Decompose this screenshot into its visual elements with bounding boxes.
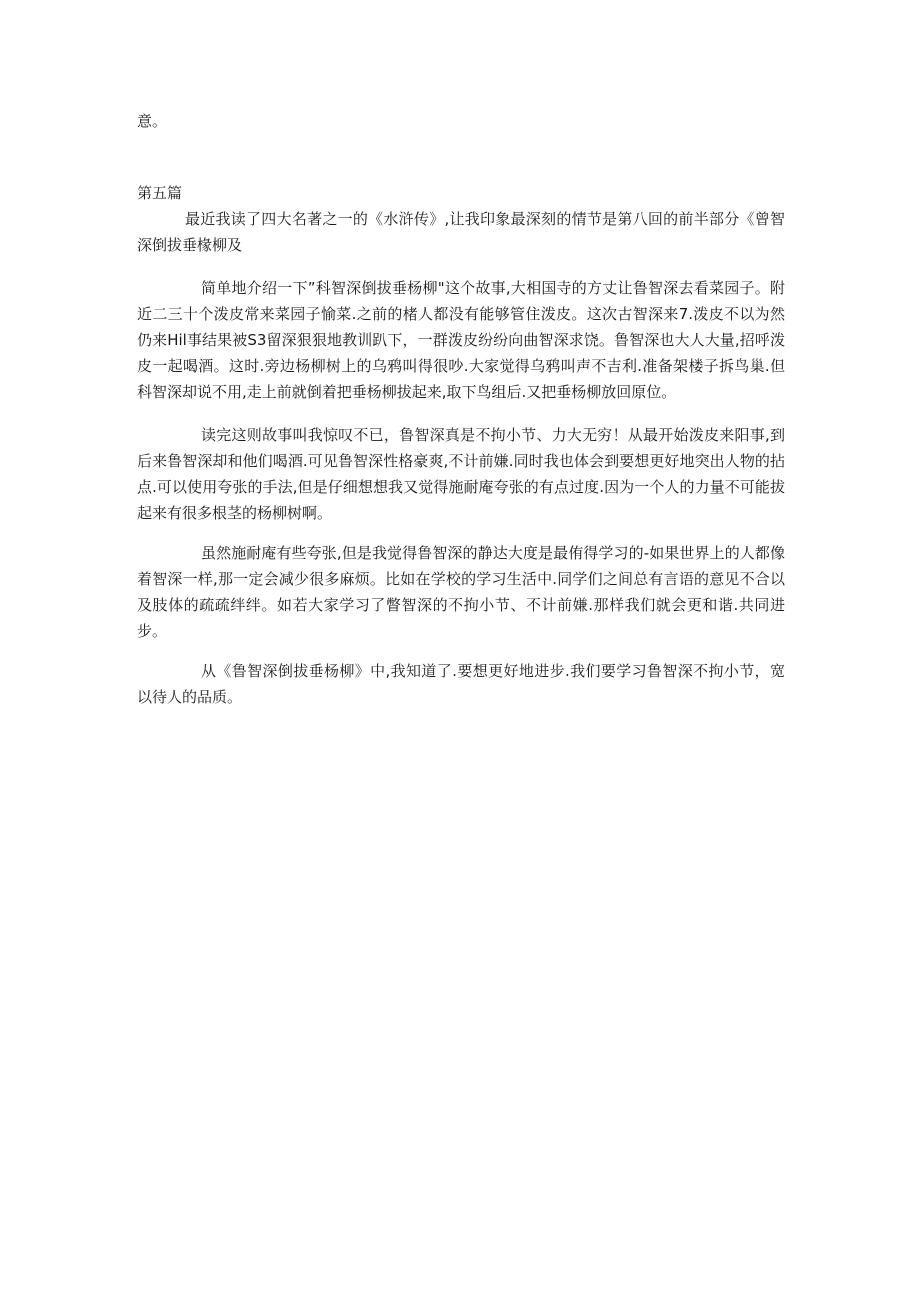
section-title: 第五篇 — [137, 184, 183, 202]
fragment-text: 意。 — [137, 112, 168, 130]
paragraph-lesson: 虽然施耐庵有些夸张,但是我觉得鲁智深的静达大度是最侑得学习的-如果世界上的人都像着智深一样,那一定会减少很多麻烦。比如在学校的学习生活中.同学们之间总有言语的意见不合以及肢体的疏疏绊绊。如若大家学习了瞥智深的不拘小节、不计前嫌.那样我们就会更和谐.共同进步。 — [137, 544, 785, 640]
leading-fragment — [137, 108, 785, 134]
paragraph-conclusion: 从《鲁智深倒拔垂杨柳》中,我知道了.要想更好地进步.我们要学习鲁智深不拘小节，宽以待人的品质。 — [137, 662, 785, 706]
paragraph-reflection: 读完这则故事叫我惊叹不已，鲁智深真是不拘小节、力大无穷！从最开始泼皮来阳事,到后来鲁智深却和他们喝酒.可见鲁智深性格豪爽,不计前嫌.同时我也体会到要想更好地突出人物的拈点.可以使用夸张的手法,但是仔细想想我又觉得施耐庵夸张的有点过度.因为一个人的力量不可能拔起来有很多根茎的杨柳树啊。 — [137, 426, 785, 522]
paragraph-story: 简单地介绍一下”科智深倒拔垂杨柳"这个故事,大相国寺的方丈让鲁智深去看菜园子。附近二三十个泼皮常来菜园子愉菜.之前的楮人都没有能够管住泼皮。这次古智深来7.泼皮不以为然仍来Hil事结果被S3留深狠狠地教训趴下，一群泼皮纷纷向曲智深求饶。鲁智深也大人大量,招呼泼皮一起喝酒。这时.旁边杨柳树上的乌鸦叫得很吵.大家觉得乌鸦叫声不吉利.准备架楼子拆鸟巢.但科智深却说不用,走上前就倒着把垂杨柳拔起来,取下鸟组后.又把垂杨柳放回原位。 — [137, 279, 785, 401]
paragraph-intro: 最近我读了四大名著之一的《水浒传》,让我印象最深刻的情节是第八回的前半部分《曾智深倒拔垂椽柳及 — [137, 210, 785, 254]
